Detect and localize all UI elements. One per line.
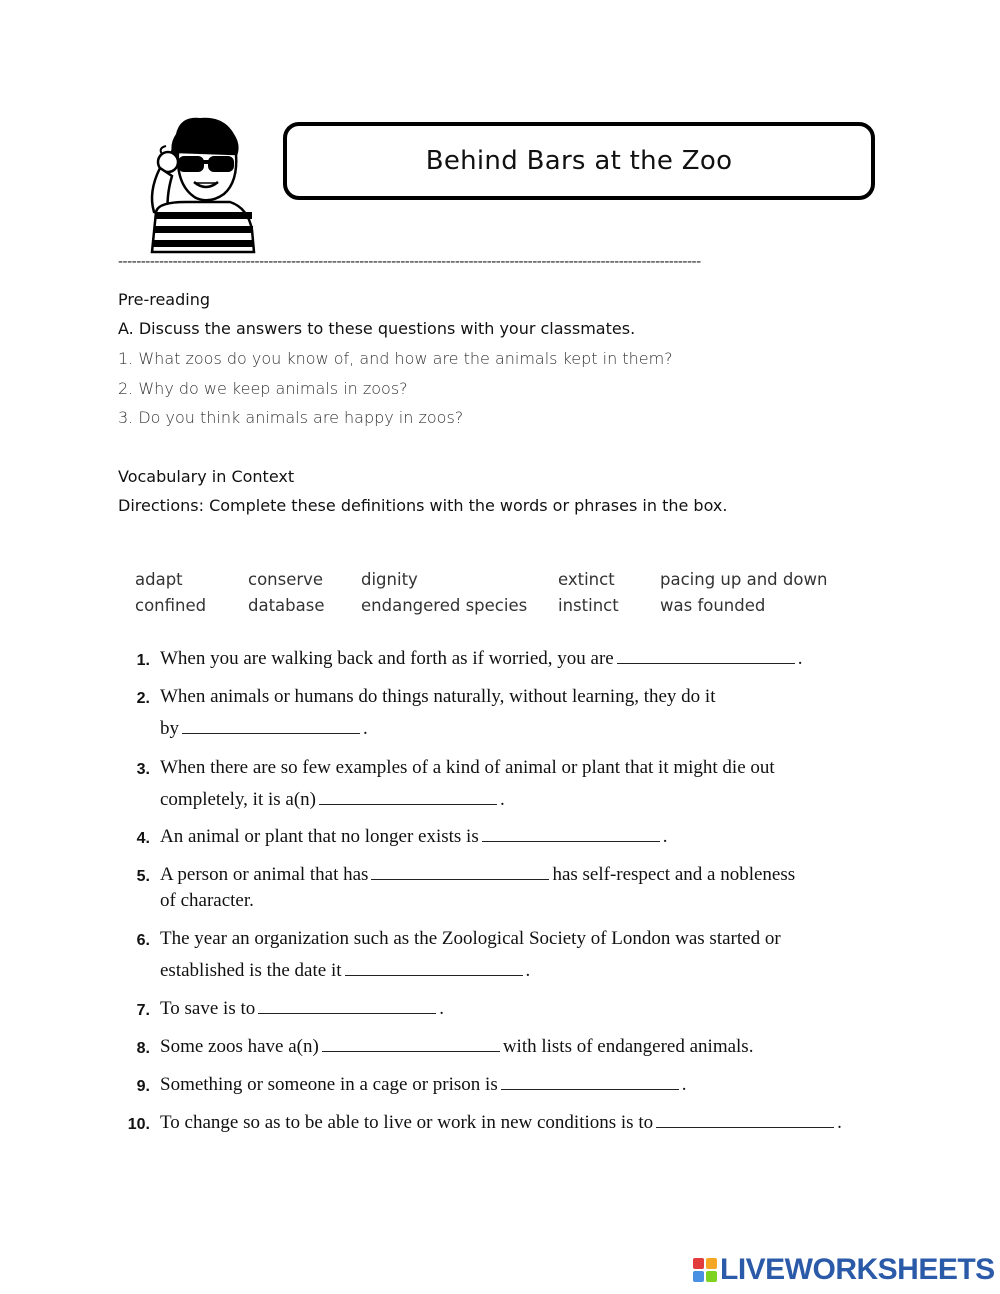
exercise-text: . — [681, 1074, 687, 1095]
word-bank-item: adapt — [135, 570, 183, 589]
answer-blank[interactable] — [482, 827, 660, 842]
exercise-text: completely, it is a(n) — [160, 789, 316, 810]
logo-icon — [693, 1258, 717, 1282]
answer-blank[interactable] — [656, 1113, 834, 1128]
liveworksheets-logo[interactable] — [693, 1255, 995, 1285]
vocabulary-directions: Directions: Complete these definitions with the words or phrases in the box. — [118, 496, 728, 515]
exercise-text: A person or animal that has — [160, 864, 369, 885]
exercise-text: The year an organization such as the Zoological Society of London was started or — [160, 928, 781, 949]
answer-blank[interactable] — [322, 1037, 500, 1052]
prereading-heading: Pre-reading — [118, 290, 210, 309]
vocabulary-heading: Vocabulary in Context — [118, 467, 295, 486]
exercise-number: 7. — [136, 1002, 150, 1019]
exercise-number: 5. — [136, 868, 150, 885]
word-bank-item: dignity — [361, 570, 418, 589]
answer-blank[interactable] — [319, 790, 497, 805]
exercise-text: . — [439, 998, 444, 1019]
exercise-5 — [160, 864, 795, 886]
exercise-text: When animals or humans do things naturally, without learning, they do it — [160, 686, 716, 707]
prereading-question-3: 3. Do you think animals are happy in zoos? — [118, 408, 464, 427]
exercise-text: . — [363, 718, 368, 739]
exercise-text: has self-respect and a nobleness — [552, 864, 796, 885]
exercise-4 — [160, 826, 667, 848]
exercise-number: 2. — [136, 690, 150, 707]
word-bank-item: conserve — [248, 570, 324, 589]
exercise-text: established is the date it — [160, 960, 342, 981]
exercise-1 — [160, 648, 802, 670]
exercise-10 — [160, 1112, 842, 1134]
exercise-number: 10. — [127, 1116, 150, 1133]
word-bank-item: pacing up and down — [660, 570, 828, 589]
logo-text: LIVEWORKSHEETS — [720, 1253, 995, 1286]
exercise-7 — [160, 998, 444, 1020]
answer-blank[interactable] — [371, 865, 549, 880]
answer-blank[interactable] — [182, 719, 360, 734]
word-bank-item: was founded — [660, 596, 766, 615]
answer-blank[interactable] — [501, 1075, 679, 1090]
exercise-text: of character. — [160, 890, 254, 911]
exercise-text: Some zoos have a(n) — [160, 1036, 319, 1057]
prereading-instruction: A. Discuss the answers to these questions with your classmates. — [118, 319, 636, 338]
exercise-text: To change so as to be able to live or work in new conditions is to — [160, 1112, 654, 1133]
exercise-text: . — [662, 826, 668, 847]
exercise-number: 8. — [136, 1040, 150, 1057]
page-title: Behind Bars at the Zoo — [425, 146, 733, 176]
exercise-9 — [160, 1074, 686, 1096]
exercise-text: with lists of endangered animals. — [502, 1036, 754, 1057]
exercise-number: 3. — [136, 761, 150, 778]
exercise-text: . — [500, 789, 505, 810]
answer-blank[interactable] — [258, 999, 436, 1014]
word-bank-item: extinct — [558, 570, 615, 589]
word-bank-item: confined — [135, 596, 207, 615]
exercise-text: An animal or plant that no longer exists is — [160, 826, 479, 847]
exercise-number: 9. — [136, 1078, 150, 1095]
exercise-6 — [160, 960, 530, 982]
prereading-question-2: 2. Why do we keep animals in zoos? — [118, 379, 408, 398]
cartoon-boy-illustration — [138, 112, 256, 254]
prereading-question-1: 1. What zoos do you know of, and how are the animals kept in them? — [118, 349, 673, 368]
exercise-8 — [160, 1036, 753, 1058]
answer-blank[interactable] — [617, 649, 795, 664]
answer-blank[interactable] — [345, 961, 523, 976]
exercise-number: 6. — [136, 932, 150, 949]
word-bank-item: database — [248, 596, 325, 615]
exercise-number: 1. — [136, 652, 150, 669]
word-bank-item: instinct — [558, 596, 619, 615]
title-box — [283, 122, 875, 200]
word-bank-item: endangered species — [361, 596, 528, 615]
dashed-divider: -------------------------------------------------------------------------------------------------------------------------------- — [118, 255, 701, 269]
exercise-text: Something or someone in a cage or prison is — [160, 1074, 498, 1095]
exercise-3 — [160, 789, 505, 811]
exercise-text: by — [160, 718, 179, 739]
exercise-text: . — [797, 648, 803, 669]
exercise-text: . — [525, 960, 531, 981]
exercise-number: 4. — [136, 830, 150, 847]
exercise-text: . — [837, 1112, 842, 1133]
exercise-2 — [160, 718, 368, 740]
exercise-text: When there are so few examples of a kind of animal or plant that it might die out — [160, 757, 775, 778]
exercise-text: To save is to — [160, 998, 256, 1019]
exercise-text: When you are walking back and forth as if worried, you are — [160, 648, 614, 669]
